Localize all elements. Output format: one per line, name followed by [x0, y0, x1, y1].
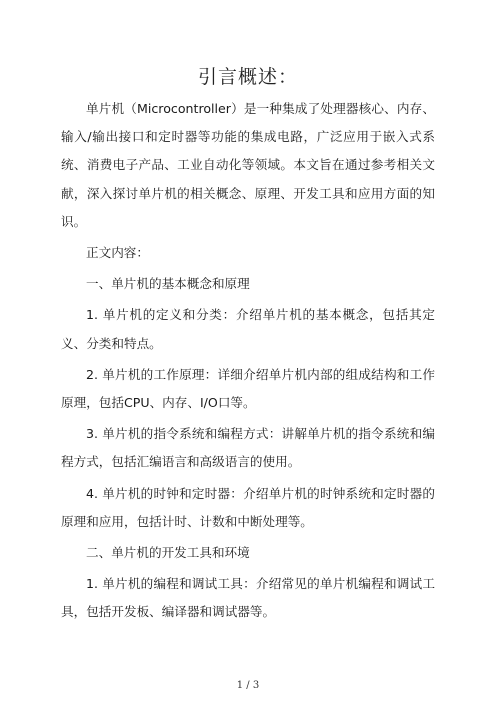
- page-number: 1 / 3: [236, 680, 260, 691]
- list-item: 2. 单片机的工作原理：详细介绍单片机内部的组成结构和工作原理，包括CPU、内存、I/O口等。: [61, 366, 435, 411]
- list-item: 3. 单片机的指令系统和编程方式：讲解单片机的指令系统和编程方式，包括汇编语言和高级语言的使用。: [61, 426, 435, 470]
- body-label: 正文内容：: [86, 245, 149, 261]
- list-item: 1. 单片机的编程和调试工具：介绍常见的单片机编程和调试工具，包括开发板、编译器和调试器等。: [61, 576, 435, 620]
- document-title: 引言概述：: [197, 66, 298, 88]
- document-body: [61, 95, 435, 630]
- list-item: 1. 单片机的定义和分类：介绍单片机的基本概念，包括其定义、分类和特点。: [61, 307, 435, 351]
- section-heading: 二、单片机的开发工具和环境: [86, 545, 250, 561]
- intro-paragraph: 单片机（Microcontroller）是一种集成了处理器核心、内存、输入/输出接口和定时器等功能的集成电路，广泛应用于嵌入式系统、消费电子产品、工业自动化等领域。本文旨在通过参考相关文献，深入探讨单片机的相关概念、原理、开发工具和应用方面的知识。: [61, 101, 435, 229]
- section-heading: 一、单片机的基本概念和原理: [86, 276, 250, 292]
- list-item: 4. 单片机的时钟和定时器：介绍单片机的时钟系统和定时器的原理和应用，包括计时、计数和中断处理等。: [61, 485, 435, 529]
